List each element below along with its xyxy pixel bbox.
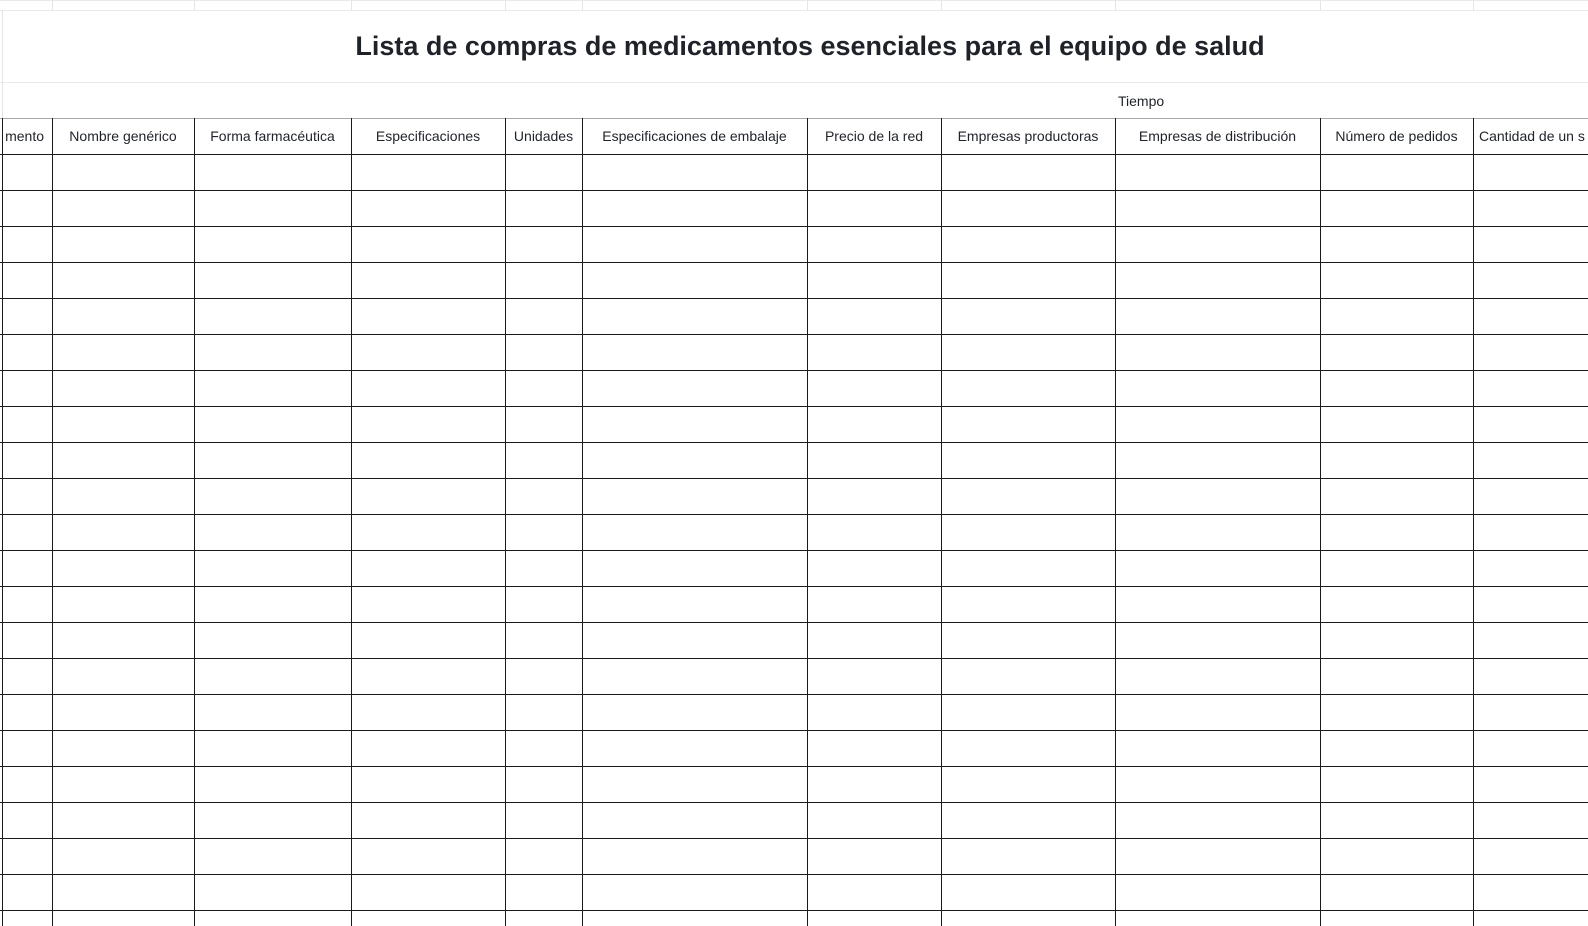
table-cell[interactable] bbox=[1473, 622, 1588, 658]
table-cell[interactable] bbox=[582, 334, 807, 370]
table-cell[interactable] bbox=[505, 370, 582, 406]
table-cell[interactable] bbox=[1473, 766, 1588, 802]
table-cell[interactable] bbox=[194, 874, 351, 910]
table-cell[interactable] bbox=[1115, 442, 1320, 478]
table-cell[interactable] bbox=[1320, 586, 1473, 622]
table-cell[interactable] bbox=[505, 334, 582, 370]
table-cell[interactable] bbox=[1320, 802, 1473, 838]
table-cell[interactable] bbox=[1320, 298, 1473, 334]
table-cell[interactable] bbox=[941, 334, 1115, 370]
table-cell[interactable] bbox=[52, 910, 194, 926]
table-cell[interactable] bbox=[0, 658, 52, 694]
table-cell[interactable] bbox=[351, 550, 505, 586]
table-cell[interactable] bbox=[1320, 478, 1473, 514]
table-cell[interactable] bbox=[1320, 442, 1473, 478]
table-cell[interactable] bbox=[1115, 154, 1320, 190]
table-cell[interactable] bbox=[1473, 514, 1588, 550]
table-cell[interactable] bbox=[1320, 334, 1473, 370]
table-cell[interactable] bbox=[351, 622, 505, 658]
table-cell[interactable] bbox=[0, 838, 52, 874]
group-header-tiempo[interactable]: Tiempo bbox=[1118, 93, 1165, 109]
table-cell[interactable] bbox=[1115, 658, 1320, 694]
table-cell[interactable] bbox=[52, 730, 194, 766]
column-header[interactable]: Nombre genérico bbox=[69, 128, 177, 144]
table-cell[interactable] bbox=[941, 586, 1115, 622]
table-cell[interactable] bbox=[52, 874, 194, 910]
table-cell[interactable] bbox=[1320, 190, 1473, 226]
table-cell[interactable] bbox=[582, 910, 807, 926]
table-cell[interactable] bbox=[505, 874, 582, 910]
table-cell[interactable] bbox=[505, 766, 582, 802]
table-cell[interactable] bbox=[0, 766, 52, 802]
table-cell[interactable] bbox=[52, 694, 194, 730]
table-cell[interactable] bbox=[582, 514, 807, 550]
table-cell[interactable] bbox=[807, 370, 941, 406]
table-cell[interactable] bbox=[505, 442, 582, 478]
table-cell[interactable] bbox=[194, 262, 351, 298]
table-cell[interactable] bbox=[0, 622, 52, 658]
table-cell[interactable] bbox=[194, 550, 351, 586]
grid-hline bbox=[0, 0, 1588, 1]
table-cell[interactable] bbox=[505, 910, 582, 926]
table-cell[interactable] bbox=[1115, 586, 1320, 622]
table-cell[interactable] bbox=[807, 226, 941, 262]
table-cell[interactable] bbox=[582, 370, 807, 406]
table-cell[interactable] bbox=[582, 550, 807, 586]
table-cell[interactable] bbox=[351, 586, 505, 622]
table-cell[interactable] bbox=[0, 154, 52, 190]
column-header[interactable]: Especificaciones de embalaje bbox=[602, 128, 787, 144]
table-cell[interactable] bbox=[941, 154, 1115, 190]
table-cell[interactable] bbox=[1115, 910, 1320, 926]
table-cell[interactable] bbox=[194, 730, 351, 766]
table-cell[interactable] bbox=[1473, 838, 1588, 874]
grid-vline-faint bbox=[807, 0, 808, 10]
table-cell[interactable] bbox=[1320, 766, 1473, 802]
table-cell[interactable] bbox=[582, 586, 807, 622]
table-cell[interactable] bbox=[194, 370, 351, 406]
table-cell[interactable] bbox=[807, 802, 941, 838]
table-cell[interactable] bbox=[52, 262, 194, 298]
table-cell[interactable] bbox=[505, 622, 582, 658]
grid-vline-faint bbox=[351, 0, 352, 10]
table-cell[interactable] bbox=[52, 586, 194, 622]
table-cell[interactable] bbox=[351, 658, 505, 694]
table-cell[interactable] bbox=[1115, 298, 1320, 334]
table-cell[interactable] bbox=[582, 190, 807, 226]
table-cell[interactable] bbox=[582, 694, 807, 730]
table-cell[interactable] bbox=[582, 874, 807, 910]
grid-vline-faint bbox=[1320, 0, 1321, 10]
table-cell[interactable] bbox=[1473, 874, 1588, 910]
table-cell[interactable] bbox=[1115, 730, 1320, 766]
table-cell[interactable] bbox=[0, 478, 52, 514]
table-cell[interactable] bbox=[582, 730, 807, 766]
grid-hline bbox=[0, 10, 1588, 11]
table-cell[interactable] bbox=[941, 622, 1115, 658]
table-cell[interactable] bbox=[351, 298, 505, 334]
table-cell[interactable] bbox=[807, 874, 941, 910]
table-cell[interactable] bbox=[351, 190, 505, 226]
table-cell[interactable] bbox=[941, 694, 1115, 730]
table-cell[interactable] bbox=[807, 514, 941, 550]
table-cell[interactable] bbox=[505, 730, 582, 766]
table-cell[interactable] bbox=[582, 226, 807, 262]
table-cell[interactable] bbox=[194, 622, 351, 658]
table-cell[interactable] bbox=[1473, 406, 1588, 442]
table-cell[interactable] bbox=[505, 406, 582, 442]
grid-vline-faint bbox=[582, 0, 583, 10]
grid-vline-faint bbox=[941, 0, 942, 10]
table-cell[interactable] bbox=[351, 766, 505, 802]
table-cell[interactable] bbox=[1115, 334, 1320, 370]
table-cell[interactable] bbox=[1473, 226, 1588, 262]
table-cell[interactable] bbox=[1115, 406, 1320, 442]
column-header[interactable]: Precio de la red bbox=[824, 128, 924, 144]
table-cell[interactable] bbox=[1473, 910, 1588, 926]
table-cell[interactable] bbox=[807, 838, 941, 874]
table-cell[interactable] bbox=[807, 586, 941, 622]
table-cell[interactable] bbox=[941, 730, 1115, 766]
table-cell[interactable] bbox=[52, 442, 194, 478]
table-cell[interactable] bbox=[52, 226, 194, 262]
table-cell[interactable] bbox=[505, 586, 582, 622]
table-cell[interactable] bbox=[0, 694, 52, 730]
table-cell[interactable] bbox=[1473, 550, 1588, 586]
table-cell[interactable] bbox=[1115, 514, 1320, 550]
grid-vline-faint bbox=[1473, 0, 1474, 10]
table-cell[interactable] bbox=[941, 550, 1115, 586]
table-cell[interactable] bbox=[941, 442, 1115, 478]
table-cell[interactable] bbox=[582, 262, 807, 298]
table-cell[interactable] bbox=[351, 478, 505, 514]
table-cell[interactable] bbox=[505, 658, 582, 694]
column-header[interactable]: Unidades bbox=[513, 128, 574, 144]
table-cell[interactable] bbox=[1473, 694, 1588, 730]
table-cell[interactable] bbox=[807, 766, 941, 802]
table-cell[interactable] bbox=[194, 154, 351, 190]
table-cell[interactable] bbox=[52, 298, 194, 334]
table-cell[interactable] bbox=[351, 262, 505, 298]
table-cell[interactable] bbox=[807, 730, 941, 766]
table-cell[interactable] bbox=[1473, 334, 1588, 370]
grid-vline-faint bbox=[2, 10, 3, 118]
table-cell[interactable] bbox=[194, 802, 351, 838]
table-cell[interactable] bbox=[351, 874, 505, 910]
table-cell[interactable] bbox=[194, 298, 351, 334]
table-cell[interactable] bbox=[807, 478, 941, 514]
table-cell[interactable] bbox=[351, 838, 505, 874]
table-cell[interactable] bbox=[1473, 586, 1588, 622]
table-cell[interactable] bbox=[807, 406, 941, 442]
table-cell[interactable] bbox=[52, 478, 194, 514]
grid-vline-faint bbox=[505, 0, 506, 10]
table-cell[interactable] bbox=[1320, 514, 1473, 550]
table-cell[interactable] bbox=[1320, 154, 1473, 190]
table-cell[interactable] bbox=[1320, 262, 1473, 298]
table-cell[interactable] bbox=[807, 154, 941, 190]
table-cell[interactable] bbox=[505, 802, 582, 838]
table-cell[interactable] bbox=[0, 586, 52, 622]
table-cell[interactable] bbox=[941, 766, 1115, 802]
table-cell[interactable] bbox=[941, 658, 1115, 694]
table-cell[interactable] bbox=[582, 406, 807, 442]
table-cell[interactable] bbox=[52, 622, 194, 658]
table-cell[interactable] bbox=[505, 694, 582, 730]
table-cell[interactable] bbox=[1473, 370, 1588, 406]
table-cell[interactable] bbox=[505, 298, 582, 334]
table-cell[interactable] bbox=[941, 802, 1115, 838]
table-cell[interactable] bbox=[1115, 874, 1320, 910]
table-cell[interactable] bbox=[505, 478, 582, 514]
table-cell[interactable] bbox=[941, 298, 1115, 334]
table-cell[interactable] bbox=[1115, 622, 1320, 658]
table-cell[interactable] bbox=[0, 802, 52, 838]
table-cell[interactable] bbox=[0, 442, 52, 478]
table-cell[interactable] bbox=[1115, 550, 1320, 586]
table-cell[interactable] bbox=[1320, 910, 1473, 926]
table-cell[interactable] bbox=[0, 190, 52, 226]
table-cell[interactable] bbox=[351, 406, 505, 442]
table-cell[interactable] bbox=[194, 658, 351, 694]
table-cell[interactable] bbox=[351, 694, 505, 730]
table-cell[interactable] bbox=[351, 442, 505, 478]
table-cell[interactable] bbox=[0, 514, 52, 550]
table-cell[interactable] bbox=[1115, 226, 1320, 262]
table-cell[interactable] bbox=[505, 226, 582, 262]
table-cell[interactable] bbox=[194, 694, 351, 730]
table-cell[interactable] bbox=[1115, 190, 1320, 226]
table-cell[interactable] bbox=[0, 730, 52, 766]
table-cell[interactable] bbox=[1473, 478, 1588, 514]
table-cell[interactable] bbox=[1473, 730, 1588, 766]
table-cell[interactable] bbox=[194, 478, 351, 514]
table-cell[interactable] bbox=[1320, 550, 1473, 586]
table-cell[interactable] bbox=[1473, 262, 1588, 298]
table-cell[interactable] bbox=[582, 298, 807, 334]
table-cell[interactable] bbox=[0, 550, 52, 586]
table-cell[interactable] bbox=[582, 478, 807, 514]
table-cell[interactable] bbox=[505, 262, 582, 298]
column-header[interactable]: Empresas de distribución bbox=[1138, 128, 1297, 144]
table-cell[interactable] bbox=[941, 910, 1115, 926]
table-cell[interactable] bbox=[0, 334, 52, 370]
table-cell[interactable] bbox=[0, 406, 52, 442]
table-cell[interactable] bbox=[351, 334, 505, 370]
table-cell[interactable] bbox=[941, 262, 1115, 298]
table-cell[interactable] bbox=[1320, 730, 1473, 766]
table-cell[interactable] bbox=[807, 442, 941, 478]
column-header[interactable]: Especificaciones bbox=[375, 128, 481, 144]
table-cell[interactable] bbox=[52, 838, 194, 874]
table-cell[interactable] bbox=[807, 334, 941, 370]
table-cell[interactable] bbox=[0, 262, 52, 298]
column-header[interactable]: mento bbox=[5, 128, 44, 144]
table-cell[interactable] bbox=[1320, 226, 1473, 262]
table-cell[interactable] bbox=[1115, 838, 1320, 874]
table-cell[interactable] bbox=[1115, 262, 1320, 298]
table-cell[interactable] bbox=[194, 226, 351, 262]
table-cell[interactable] bbox=[52, 514, 194, 550]
table-cell[interactable] bbox=[52, 190, 194, 226]
grid-vline-faint bbox=[1115, 0, 1116, 10]
table-cell[interactable] bbox=[52, 334, 194, 370]
table-cell[interactable] bbox=[351, 910, 505, 926]
table-cell[interactable] bbox=[52, 658, 194, 694]
table-cell[interactable] bbox=[1320, 406, 1473, 442]
table-cell[interactable] bbox=[52, 802, 194, 838]
table-cell[interactable] bbox=[1473, 442, 1588, 478]
table-cell[interactable] bbox=[582, 658, 807, 694]
table-cell[interactable] bbox=[941, 838, 1115, 874]
table-cell[interactable] bbox=[351, 802, 505, 838]
table-cell[interactable] bbox=[194, 442, 351, 478]
table-cell[interactable] bbox=[941, 514, 1115, 550]
table-cell[interactable] bbox=[1320, 874, 1473, 910]
table-cell[interactable] bbox=[505, 550, 582, 586]
table-cell[interactable] bbox=[1320, 694, 1473, 730]
table-cell[interactable] bbox=[0, 874, 52, 910]
column-header[interactable]: Forma farmacéutica bbox=[210, 128, 335, 144]
table-cell[interactable] bbox=[52, 406, 194, 442]
grid-vline-faint bbox=[52, 0, 53, 10]
column-header[interactable]: Número de pedidos bbox=[1335, 128, 1458, 144]
table-cell[interactable] bbox=[194, 910, 351, 926]
table-cell[interactable] bbox=[941, 406, 1115, 442]
table-cell[interactable] bbox=[941, 370, 1115, 406]
table-cell[interactable] bbox=[194, 190, 351, 226]
table-cell[interactable] bbox=[1320, 658, 1473, 694]
table-cell[interactable] bbox=[807, 550, 941, 586]
table-cell[interactable] bbox=[582, 802, 807, 838]
table-cell[interactable] bbox=[52, 550, 194, 586]
table-cell[interactable] bbox=[52, 370, 194, 406]
table-cell[interactable] bbox=[0, 298, 52, 334]
table-cell[interactable] bbox=[351, 370, 505, 406]
table-cell[interactable] bbox=[1473, 658, 1588, 694]
table-cell[interactable] bbox=[1473, 802, 1588, 838]
table-cell[interactable] bbox=[807, 262, 941, 298]
table-cell[interactable] bbox=[0, 226, 52, 262]
table-cell[interactable] bbox=[582, 766, 807, 802]
table-cell[interactable] bbox=[1473, 298, 1588, 334]
table-cell[interactable] bbox=[941, 190, 1115, 226]
table-cell[interactable] bbox=[1115, 694, 1320, 730]
table-cell[interactable] bbox=[1473, 154, 1588, 190]
table-cell[interactable] bbox=[807, 622, 941, 658]
table-cell[interactable] bbox=[582, 622, 807, 658]
table-cell[interactable] bbox=[582, 154, 807, 190]
table-cell[interactable] bbox=[194, 334, 351, 370]
table-cell[interactable] bbox=[0, 910, 52, 926]
sheet-title: Lista de compras de medicamentos esenciales para el equipo de salud bbox=[355, 31, 1265, 61]
column-header[interactable]: Cantidad de un s bbox=[1479, 128, 1585, 144]
table-cell[interactable] bbox=[0, 370, 52, 406]
table-cell[interactable] bbox=[194, 406, 351, 442]
table-cell[interactable] bbox=[1115, 478, 1320, 514]
table-cell[interactable] bbox=[194, 586, 351, 622]
table-cell[interactable] bbox=[351, 154, 505, 190]
table-cell[interactable] bbox=[1115, 370, 1320, 406]
table-cell[interactable] bbox=[505, 838, 582, 874]
table-cell[interactable] bbox=[1320, 622, 1473, 658]
grid-hline bbox=[0, 82, 1588, 83]
table-cell[interactable] bbox=[807, 658, 941, 694]
table-cell[interactable] bbox=[1115, 802, 1320, 838]
table-cell[interactable] bbox=[505, 514, 582, 550]
table-cell[interactable] bbox=[194, 766, 351, 802]
table-cell[interactable] bbox=[807, 694, 941, 730]
table-cell[interactable] bbox=[194, 838, 351, 874]
table-cell[interactable] bbox=[582, 442, 807, 478]
table-cell[interactable] bbox=[941, 478, 1115, 514]
table-cell[interactable] bbox=[351, 226, 505, 262]
table-cell[interactable] bbox=[194, 514, 351, 550]
table-cell[interactable] bbox=[52, 154, 194, 190]
grid-vline-faint bbox=[194, 0, 195, 10]
table-cell[interactable] bbox=[1473, 190, 1588, 226]
table-cell[interactable] bbox=[807, 190, 941, 226]
column-header[interactable]: Empresas productoras bbox=[957, 128, 1099, 144]
table-cell[interactable] bbox=[941, 874, 1115, 910]
table-cell[interactable] bbox=[1320, 370, 1473, 406]
table-cell[interactable] bbox=[807, 298, 941, 334]
table-cell[interactable] bbox=[351, 514, 505, 550]
table-cell[interactable] bbox=[941, 226, 1115, 262]
table-cell[interactable] bbox=[807, 910, 941, 926]
table-cell[interactable] bbox=[1320, 838, 1473, 874]
table-cell[interactable] bbox=[505, 190, 582, 226]
table-cell[interactable] bbox=[52, 766, 194, 802]
table-cell[interactable] bbox=[1115, 766, 1320, 802]
table-cell[interactable] bbox=[351, 730, 505, 766]
table-cell[interactable] bbox=[582, 838, 807, 874]
table-cell[interactable] bbox=[505, 154, 582, 190]
